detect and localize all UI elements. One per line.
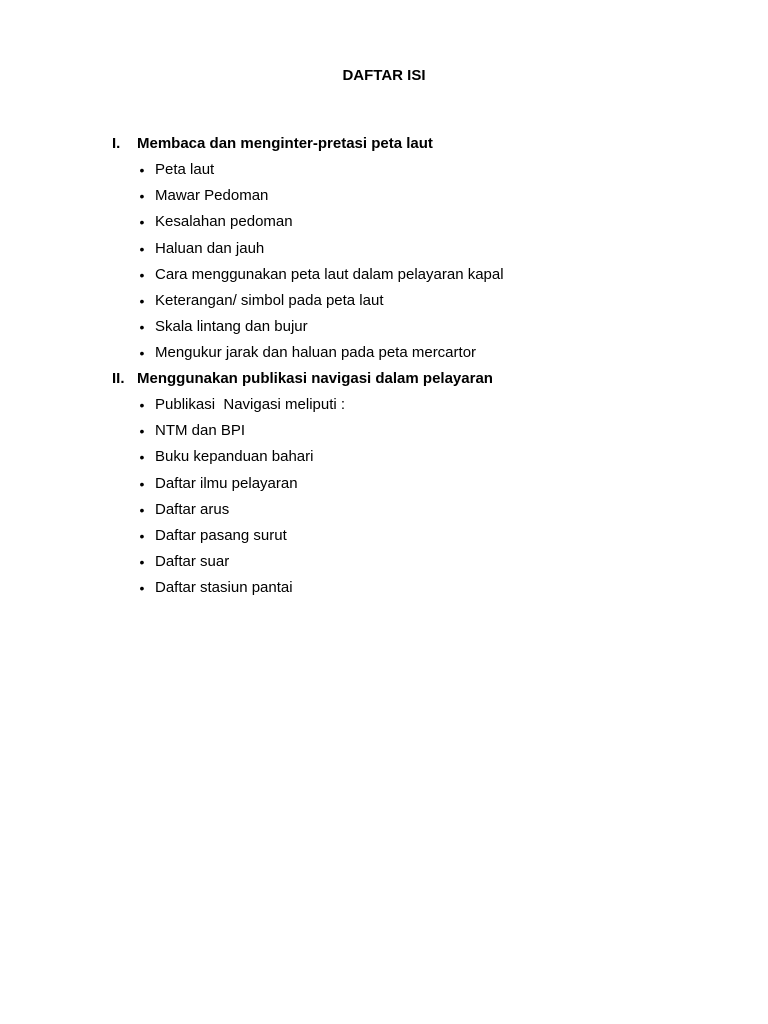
list-item-text: Daftar pasang surut bbox=[155, 526, 287, 544]
bullet-icon: • bbox=[139, 319, 145, 336]
toc-section-2 bbox=[0, 370, 768, 606]
list-item-text: Daftar ilmu pelayaran bbox=[155, 474, 298, 492]
section-heading-text: Membaca dan menginter-pretasi peta laut bbox=[137, 135, 433, 152]
list-item bbox=[0, 292, 768, 318]
section-numeral: II. bbox=[112, 370, 125, 387]
list-item-text: Skala lintang dan bujur bbox=[155, 318, 308, 336]
list-item-text: Kesalahan pedoman bbox=[155, 213, 293, 231]
list-item bbox=[0, 344, 768, 370]
bullet-icon: • bbox=[139, 266, 145, 283]
bullet-icon: • bbox=[139, 527, 145, 544]
list-item bbox=[0, 527, 768, 553]
bullet-icon: • bbox=[139, 501, 145, 518]
list-item bbox=[0, 318, 768, 344]
page-title: DAFTAR ISI bbox=[342, 67, 426, 84]
list-item-text: Peta laut bbox=[155, 161, 215, 178]
list-item bbox=[0, 396, 768, 422]
bullet-icon: • bbox=[139, 345, 145, 362]
list-item-text: Daftar arus bbox=[155, 500, 230, 518]
list-item bbox=[0, 161, 768, 187]
bullet-icon: • bbox=[139, 554, 145, 571]
bullet-icon: • bbox=[139, 475, 145, 492]
section-heading bbox=[0, 370, 768, 388]
list-item bbox=[0, 475, 768, 501]
list-item-text: Mawar Pedoman bbox=[155, 187, 269, 205]
list-item bbox=[0, 213, 768, 239]
bullet-icon: • bbox=[139, 214, 145, 231]
section-numeral: I. bbox=[112, 135, 121, 152]
section-heading-text: Menggunakan publikasi navigasi dalam pelayaran bbox=[137, 370, 493, 387]
section-item-list bbox=[0, 161, 768, 371]
bullet-icon: • bbox=[139, 292, 145, 309]
section-item-list bbox=[0, 396, 768, 606]
list-item-text: Daftar stasiun pantai bbox=[155, 579, 293, 597]
list-item-text: Haluan dan jauh bbox=[155, 239, 265, 257]
list-item-text: Mengukur jarak dan haluan pada peta mercartor bbox=[155, 344, 477, 362]
list-item bbox=[0, 501, 768, 527]
list-item bbox=[0, 422, 768, 448]
list-item bbox=[0, 187, 768, 213]
toc-section-1 bbox=[0, 135, 768, 371]
list-item-text: NTM dan BPI bbox=[155, 422, 246, 440]
bullet-icon: • bbox=[139, 240, 145, 257]
bullet-icon: • bbox=[139, 188, 145, 205]
bullet-icon: • bbox=[139, 449, 145, 466]
list-item bbox=[0, 240, 768, 266]
list-item-text: Buku kepanduan bahari bbox=[155, 448, 314, 466]
bullet-icon: • bbox=[139, 397, 145, 413]
list-item bbox=[0, 448, 768, 474]
list-item bbox=[0, 579, 768, 605]
list-item-text: Daftar suar bbox=[155, 553, 230, 571]
list-item bbox=[0, 553, 768, 579]
bullet-icon: • bbox=[139, 423, 145, 440]
list-item-text: Keterangan/ simbol pada peta laut bbox=[155, 291, 384, 309]
list-item bbox=[0, 266, 768, 292]
bullet-icon: • bbox=[139, 580, 145, 597]
list-item-text: Cara menggunakan peta laut dalam pelayaran kapal bbox=[155, 265, 504, 283]
bullet-icon: • bbox=[139, 162, 145, 178]
list-item-text: Publikasi Navigasi meliputi : bbox=[155, 396, 346, 413]
section-heading bbox=[0, 135, 768, 153]
